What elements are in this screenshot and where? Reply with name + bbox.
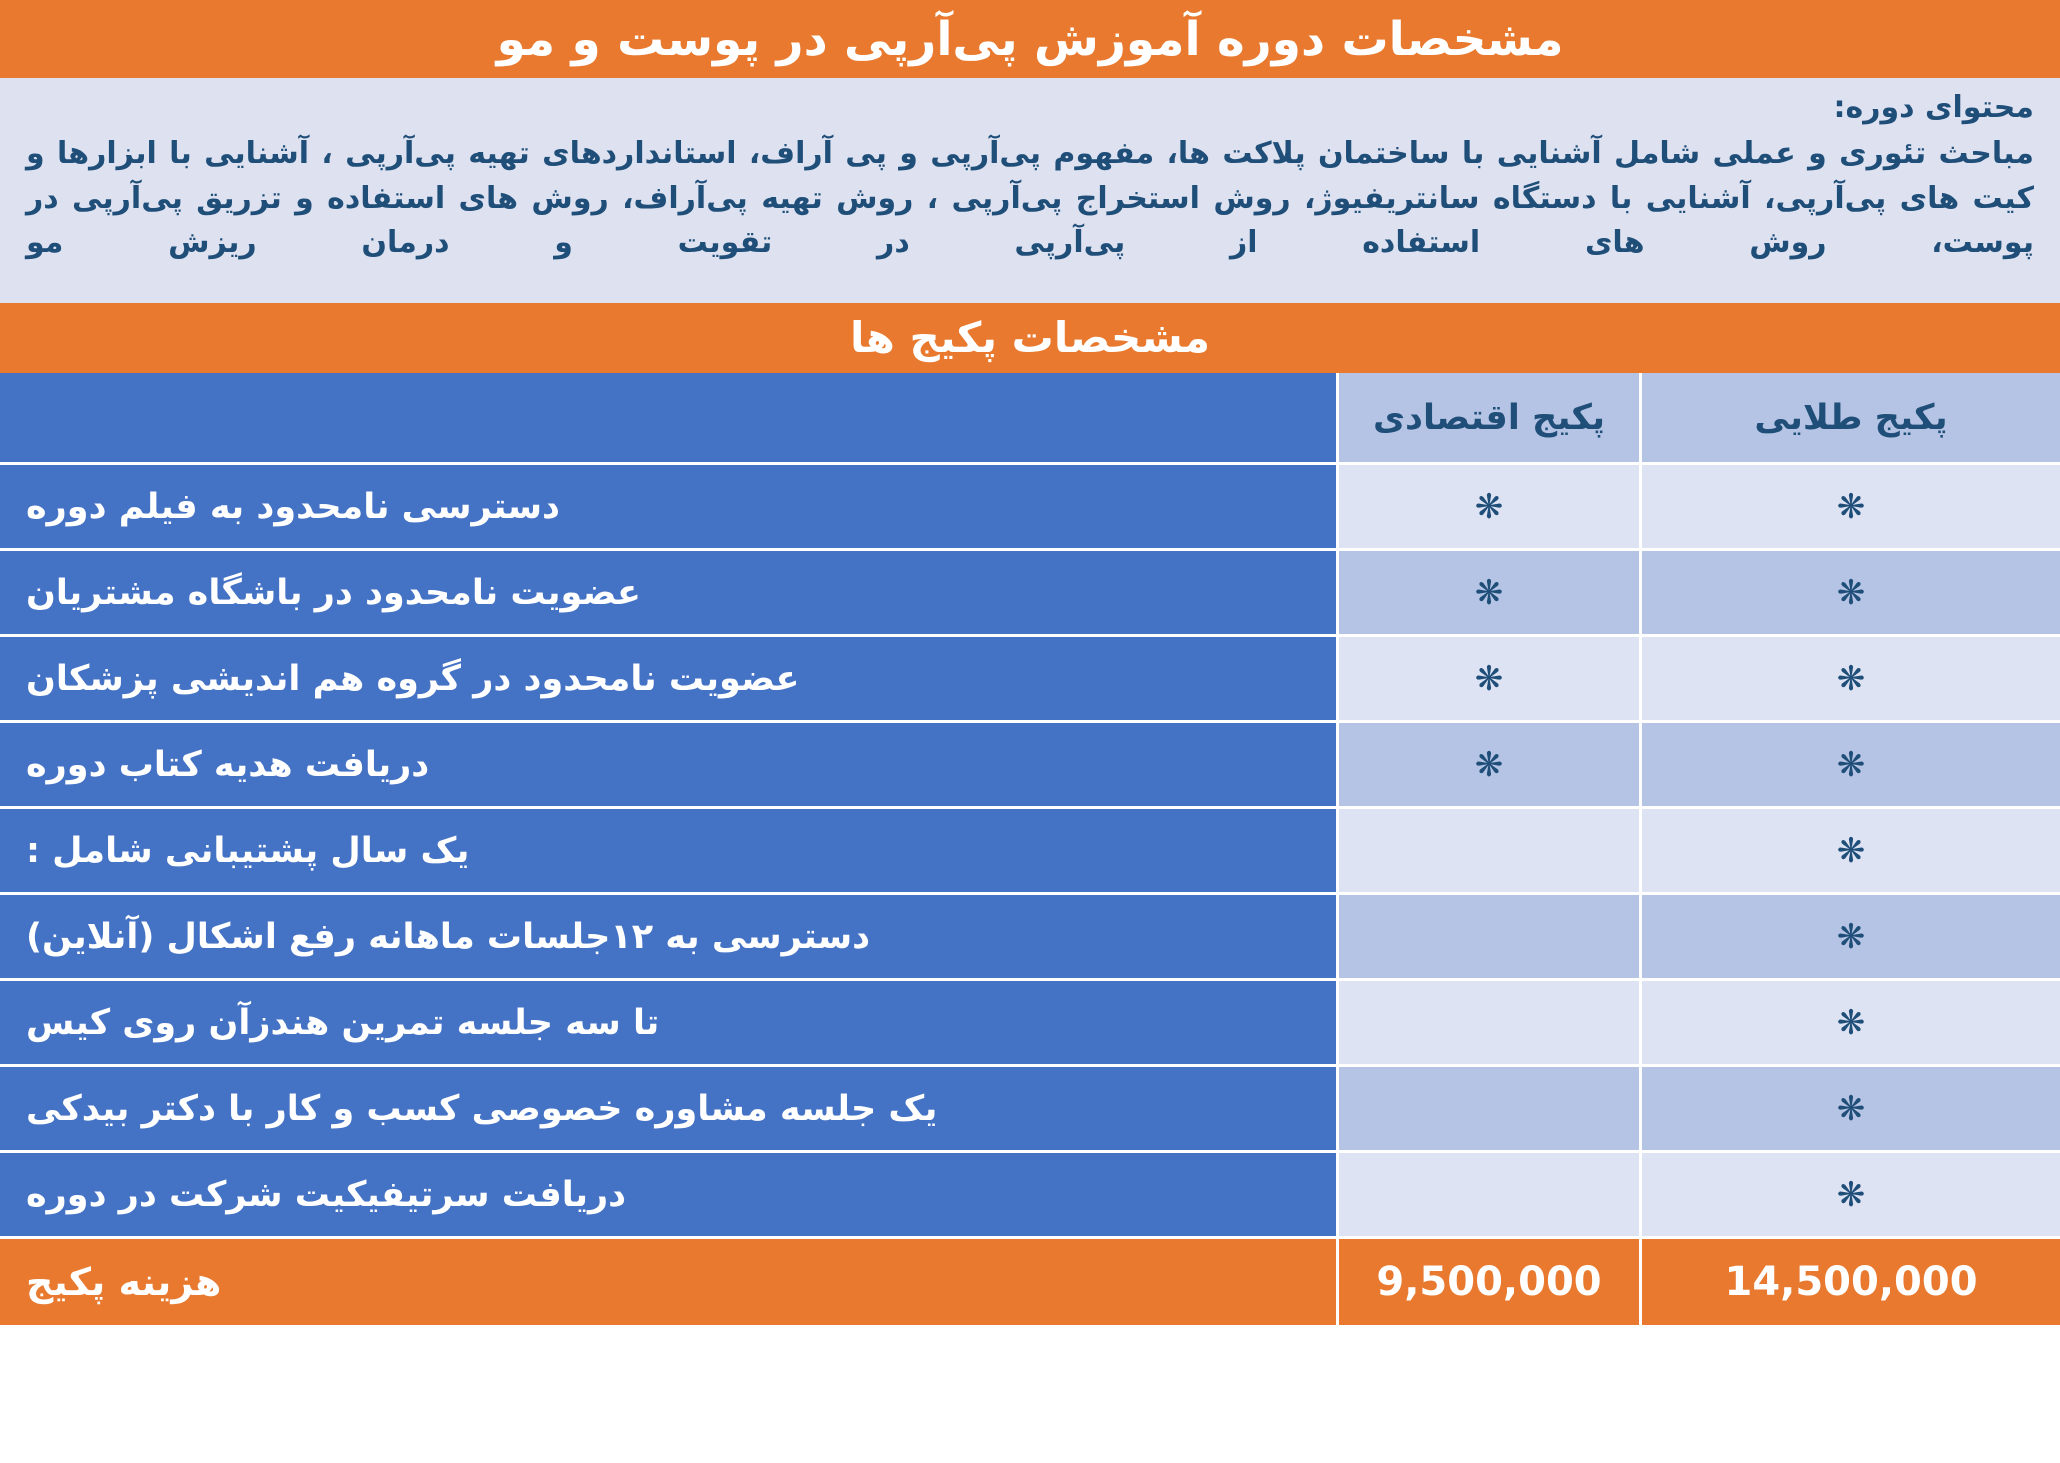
check-asterisk-icon: ❋ xyxy=(1836,1088,1866,1129)
cell-economy xyxy=(1339,465,1639,548)
column-header-gold-package: پکیج طلایی xyxy=(1642,373,2060,462)
price-economy-package: 9,500,000 xyxy=(1339,1239,1639,1325)
cell-gold xyxy=(1642,637,2060,720)
course-content-body: مباحث تئوری و عملی شامل آشنایی با ساختمان پلاکت ها، مفهوم پی‌آرپی و پی آراف، استانداردهای تهیه پی‌آرپی ، آشنایی با ابزارها و کیت های پی‌آرپی، آشنایی با دستگاه سانتریفیوژ، روش استخراج پی‌آرپی ، روش تهیه پی‌آراف، روش های استفاده و تزریق پی‌آرپی در پوست، روش های استفاده از پی‌آرپی در تقویت و درمان ریزش مو xyxy=(26,136,2034,261)
table-row xyxy=(0,1153,2060,1239)
cell-economy xyxy=(1339,551,1639,634)
cell-economy xyxy=(1339,1153,1639,1236)
table-row xyxy=(0,981,2060,1067)
cell-gold xyxy=(1642,1153,2060,1236)
check-asterisk-icon: ❋ xyxy=(1836,830,1866,871)
cell-gold xyxy=(1642,809,2060,892)
check-asterisk-icon: ❋ xyxy=(1836,1174,1866,1215)
check-asterisk-icon: ❋ xyxy=(1836,916,1866,957)
price-row-label: هزینه پکیج xyxy=(0,1239,1336,1325)
cell-feature-label: دریافت سرتیفیکیت شرکت در دوره xyxy=(0,1153,1336,1236)
cell-economy xyxy=(1339,895,1639,978)
cell-feature-label: تا سه جلسه تمرین هندزآن روی کیس xyxy=(0,981,1336,1064)
check-asterisk-icon: ❋ xyxy=(1836,658,1866,699)
price-row xyxy=(0,1239,2060,1325)
table-row xyxy=(0,465,2060,551)
table-row xyxy=(0,551,2060,637)
cell-economy xyxy=(1339,723,1639,806)
page-title: مشخصات دوره آموزش پی‌آرپی در پوست و مو xyxy=(0,0,2060,78)
column-header-economy-package: پکیج اقتصادی xyxy=(1339,373,1639,462)
course-content-label: محتوای دوره: xyxy=(1833,90,2034,125)
packages-table xyxy=(0,373,2060,1463)
cell-economy xyxy=(1339,637,1639,720)
check-asterisk-icon: ❋ xyxy=(1474,572,1504,613)
column-header-feature xyxy=(0,373,1336,462)
table-header-row xyxy=(0,373,2060,465)
packages-section-title: مشخصات پکیج ها xyxy=(0,303,2060,373)
table-row xyxy=(0,809,2060,895)
check-asterisk-icon: ❋ xyxy=(1474,486,1504,527)
check-asterisk-icon: ❋ xyxy=(1836,572,1866,613)
cell-feature-label: عضویت نامحدود در گروه هم اندیشی پزشکان xyxy=(0,637,1336,720)
check-asterisk-icon: ❋ xyxy=(1474,658,1504,699)
table-row xyxy=(0,637,2060,723)
table-row xyxy=(0,1067,2060,1153)
cell-economy xyxy=(1339,981,1639,1064)
cell-economy xyxy=(1339,809,1639,892)
check-asterisk-icon: ❋ xyxy=(1836,486,1866,527)
cell-gold xyxy=(1642,723,2060,806)
check-asterisk-icon: ❋ xyxy=(1474,744,1504,785)
cell-feature-label: یک جلسه مشاوره خصوصی کسب و کار با دکتر بیدکی xyxy=(0,1067,1336,1150)
check-asterisk-icon: ❋ xyxy=(1836,744,1866,785)
cell-feature-label: دسترسی نامحدود به فیلم دوره xyxy=(0,465,1336,548)
table-row xyxy=(0,895,2060,981)
cell-feature-label: دریافت هدیه کتاب دوره xyxy=(0,723,1336,806)
cell-gold xyxy=(1642,981,2060,1064)
cell-gold xyxy=(1642,1067,2060,1150)
cell-economy xyxy=(1339,1067,1639,1150)
cell-gold xyxy=(1642,551,2060,634)
table-row xyxy=(0,723,2060,809)
cell-feature-label: دسترسی به ۱۲جلسات ماهانه رفع اشکال (آنلاین) xyxy=(0,895,1336,978)
course-content-block xyxy=(0,78,2060,303)
cell-gold xyxy=(1642,465,2060,548)
price-gold-package: 14,500,000 xyxy=(1642,1239,2060,1325)
cell-feature-label: یک سال پشتیبانی شامل : xyxy=(0,809,1336,892)
check-asterisk-icon: ❋ xyxy=(1836,1002,1866,1043)
cell-gold xyxy=(1642,895,2060,978)
cell-feature-label: عضویت نامحدود در باشگاه مشتریان xyxy=(0,551,1336,634)
